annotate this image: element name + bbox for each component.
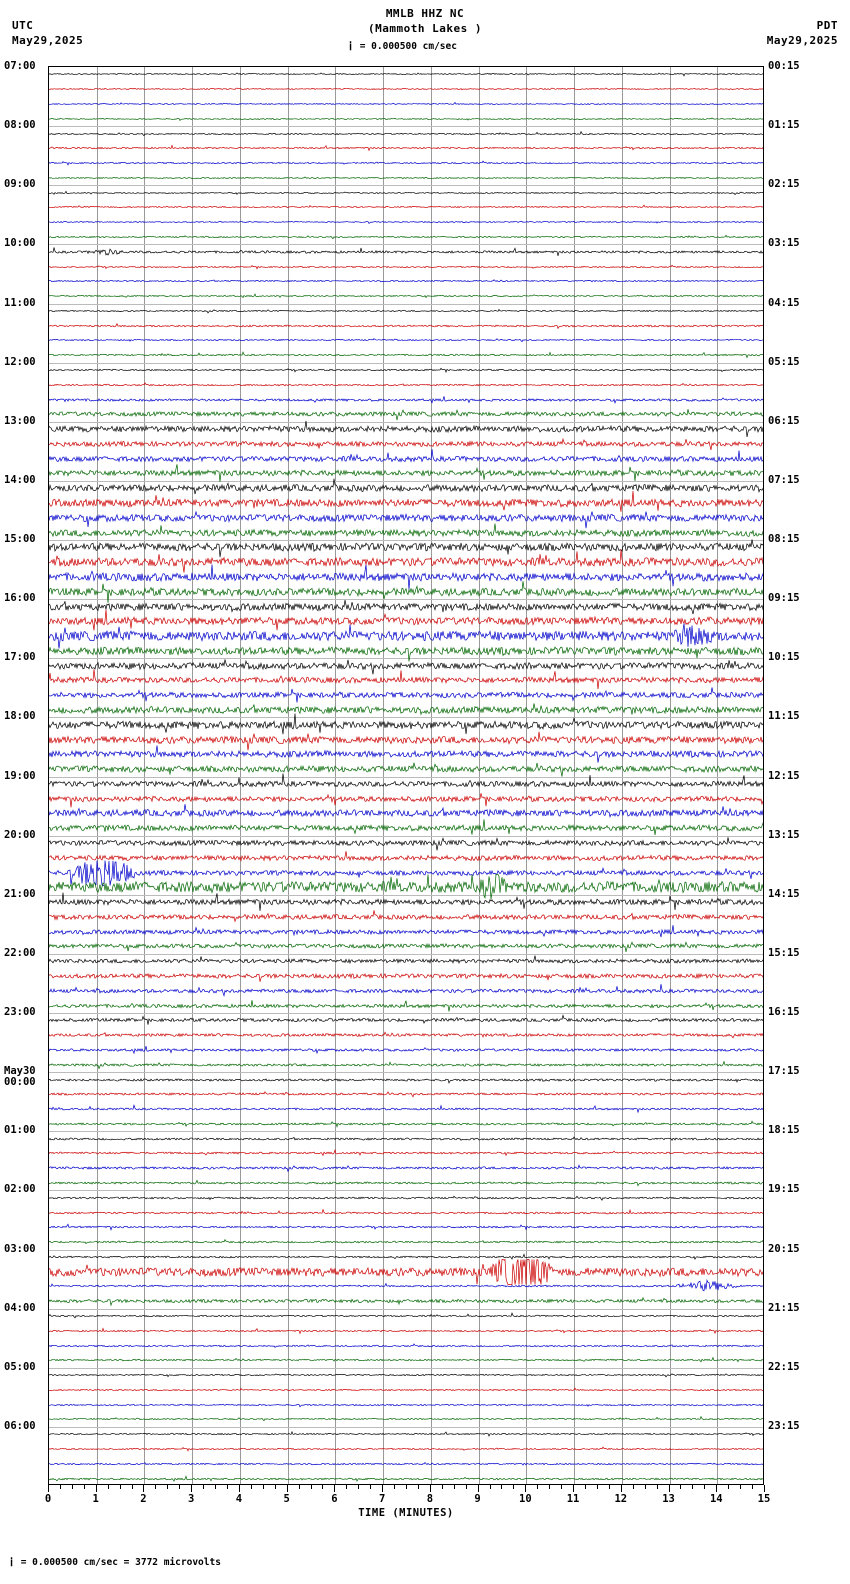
right-time-label: 08:15 xyxy=(768,533,800,545)
x-axis-tick-label: 11 xyxy=(566,1493,580,1505)
x-axis-title: TIME (MINUTES) xyxy=(358,1507,454,1519)
x-axis-tick xyxy=(525,1485,526,1492)
right-time-label: 10:15 xyxy=(768,651,800,664)
x-axis-tick-label: 1 xyxy=(92,1493,99,1505)
right-time-label: 04:15 xyxy=(768,296,800,309)
right-time-label: 23:15 xyxy=(768,1419,800,1432)
left-time-label: 19:00 xyxy=(4,769,36,782)
x-axis-minor-tick xyxy=(657,1485,658,1489)
x-axis-tick-label: 2 xyxy=(140,1493,147,1505)
x-axis-minor-tick xyxy=(501,1485,502,1489)
x-axis-minor-tick xyxy=(358,1485,359,1489)
x-axis-tick xyxy=(764,1485,765,1492)
x-axis-minor-tick xyxy=(120,1485,121,1489)
x-axis-minor-tick xyxy=(108,1485,109,1489)
left-time-label: 11:00 xyxy=(4,296,36,309)
x-axis-minor-tick xyxy=(227,1485,228,1489)
right-time-label: 11:15 xyxy=(768,710,800,723)
right-time-label: 18:15 xyxy=(768,1124,800,1137)
station-title: MMLB HHZ NC xyxy=(385,7,465,20)
x-axis-minor-tick xyxy=(203,1485,204,1489)
left-time-label: 03:00 xyxy=(4,1242,36,1255)
x-axis-tick-label: 9 xyxy=(474,1493,481,1505)
x-axis-tick-label: 14 xyxy=(709,1493,723,1505)
x-axis-tick-label: 10 xyxy=(519,1493,532,1505)
x-axis-minor-tick xyxy=(704,1485,705,1489)
left-time-label: 07:00 xyxy=(4,60,36,72)
x-axis-minor-tick xyxy=(585,1485,586,1489)
x-axis-tick-label: 8 xyxy=(426,1493,434,1505)
x-axis-tick-label: 6 xyxy=(331,1493,338,1505)
left-time-label: 16:00 xyxy=(4,592,36,605)
x-axis-minor-tick xyxy=(132,1485,133,1489)
helicorder-plot[interactable] xyxy=(48,66,764,1485)
left-time-label: May30 xyxy=(4,1065,36,1078)
x-axis-minor-tick xyxy=(167,1485,168,1489)
right-time-label: 14:15 xyxy=(768,887,800,900)
left-time-label: 05:00 xyxy=(4,1360,36,1373)
x-axis-minor-tick xyxy=(418,1485,419,1489)
x-axis-tick-label: 15 xyxy=(757,1493,771,1505)
scale-legend xyxy=(347,40,457,53)
x-axis-minor-tick xyxy=(633,1485,634,1489)
x-axis-tick-label: 4 xyxy=(235,1493,243,1505)
x-axis-tick xyxy=(48,1485,49,1492)
left-time-label: 14:00 xyxy=(4,473,36,486)
x-axis-tick-label: 7 xyxy=(378,1493,386,1505)
x-axis-tick xyxy=(239,1485,240,1492)
x-axis-minor-tick xyxy=(561,1485,562,1489)
x-axis-tick xyxy=(430,1485,431,1492)
x-axis-tick-label: 0 xyxy=(44,1493,52,1505)
x-axis-tick xyxy=(382,1485,383,1492)
x-axis-minor-tick xyxy=(645,1485,646,1489)
right-time-label: 06:15 xyxy=(768,414,800,427)
left-time-label: 20:00 xyxy=(4,828,36,841)
header-right-date: May29,2025 xyxy=(766,34,838,47)
x-axis-minor-tick xyxy=(84,1485,85,1489)
x-axis-minor-tick xyxy=(275,1485,276,1489)
x-axis-tick-label: 3 xyxy=(188,1493,195,1505)
footer-scale xyxy=(8,1556,221,1569)
left-time-label: 01:00 xyxy=(4,1124,36,1137)
x-axis-minor-tick xyxy=(60,1485,61,1489)
x-axis-minor-tick xyxy=(179,1485,180,1489)
right-time-label: 07:15 xyxy=(768,473,800,486)
station-location: (Mammoth Lakes ) xyxy=(368,22,482,35)
x-axis-minor-tick xyxy=(454,1485,455,1489)
right-time-label: 05:15 xyxy=(768,355,800,368)
x-axis-minor-tick xyxy=(251,1485,252,1489)
x-axis-minor-tick xyxy=(263,1485,264,1489)
x-axis xyxy=(44,1485,771,1505)
x-axis-tick-label: 12 xyxy=(614,1493,628,1505)
x-axis-minor-tick xyxy=(346,1485,347,1489)
header-center xyxy=(0,6,850,36)
left-time-label: 18:00 xyxy=(4,710,36,723)
right-time-label: 22:15 xyxy=(768,1360,800,1373)
x-axis-tick xyxy=(143,1485,144,1492)
left-time-label: 13:00 xyxy=(4,414,36,427)
x-axis-minor-tick xyxy=(728,1485,729,1489)
x-axis-minor-tick xyxy=(490,1485,491,1489)
x-axis-minor-tick xyxy=(549,1485,550,1489)
x-axis-minor-tick xyxy=(513,1485,514,1489)
left-time-label: 23:00 xyxy=(4,1006,36,1018)
x-axis-minor-tick xyxy=(311,1485,312,1489)
footer-scale-text: = 0.000500 cm/sec = 3772 microvolts xyxy=(20,1557,221,1568)
x-axis-minor-tick xyxy=(466,1485,467,1489)
x-axis-minor-tick xyxy=(680,1485,681,1489)
x-axis-minor-tick xyxy=(370,1485,371,1489)
x-axis-minor-tick xyxy=(299,1485,300,1489)
left-time-label: 22:00 xyxy=(4,946,36,959)
x-axis-minor-tick xyxy=(322,1485,323,1489)
x-axis-minor-tick xyxy=(740,1485,741,1489)
x-axis-tick xyxy=(287,1485,288,1492)
header-left-timezone: UTC xyxy=(12,19,34,32)
x-axis-tick xyxy=(716,1485,717,1492)
x-axis-tick xyxy=(621,1485,622,1492)
left-time-label: 17:00 xyxy=(4,651,36,664)
x-axis-tick xyxy=(334,1485,335,1492)
right-time-label: 21:15 xyxy=(768,1301,800,1314)
x-axis-tick-label: 5 xyxy=(283,1493,290,1505)
x-axis-minor-tick xyxy=(394,1485,395,1489)
seismic-trace xyxy=(49,1466,764,1485)
right-time-label: 12:15 xyxy=(768,769,800,782)
right-time-label: 09:15 xyxy=(768,592,800,605)
right-time-label: 00:15 xyxy=(768,60,800,72)
x-axis-tick xyxy=(669,1485,670,1492)
x-axis-minor-tick xyxy=(752,1485,753,1489)
x-axis-tick xyxy=(96,1485,97,1492)
left-time-label: 08:00 xyxy=(4,119,36,132)
right-time-label: 03:15 xyxy=(768,237,800,250)
right-time-label: 15:15 xyxy=(768,946,800,959)
x-axis-tick xyxy=(573,1485,574,1492)
x-axis-minor-tick xyxy=(215,1485,216,1489)
left-time-label: 10:00 xyxy=(4,237,36,250)
x-axis-tick-label: 13 xyxy=(662,1493,675,1505)
x-axis-tick xyxy=(191,1485,192,1492)
left-time-label: 09:00 xyxy=(4,178,36,191)
right-time-label: 17:15 xyxy=(768,1065,800,1078)
x-axis-minor-tick xyxy=(406,1485,407,1489)
right-time-label: 16:15 xyxy=(768,1006,800,1018)
right-time-label: 02:15 xyxy=(768,178,800,191)
header-left-date: May29,2025 xyxy=(12,34,84,47)
header-right-timezone: PDT xyxy=(816,19,838,32)
x-axis-minor-tick xyxy=(609,1485,610,1489)
left-time-label: 15:00 xyxy=(4,533,36,545)
left-time-label: 21:00 xyxy=(4,887,36,900)
left-time-label: 06:00 xyxy=(4,1419,36,1432)
right-time-label: 13:15 xyxy=(768,828,800,841)
right-time-label: 19:15 xyxy=(768,1183,800,1196)
x-axis-minor-tick xyxy=(597,1485,598,1489)
left-time-label: 00:00 xyxy=(4,1076,36,1089)
x-axis-minor-tick xyxy=(692,1485,693,1489)
left-time-label: 12:00 xyxy=(4,355,36,368)
left-time-label: 02:00 xyxy=(4,1183,36,1196)
right-time-label: 20:15 xyxy=(768,1242,800,1255)
x-axis-minor-tick xyxy=(72,1485,73,1489)
x-axis-minor-tick xyxy=(537,1485,538,1489)
x-axis-minor-tick xyxy=(442,1485,443,1489)
scale-legend-text: = 0.000500 cm/sec xyxy=(359,41,457,52)
footer-scale-bar-icon: ⅰ xyxy=(9,1556,14,1569)
x-axis-tick xyxy=(478,1485,479,1492)
header-right xyxy=(767,18,838,48)
left-time-label: 04:00 xyxy=(4,1301,36,1314)
x-axis-minor-tick xyxy=(155,1485,156,1489)
right-time-label: 01:15 xyxy=(768,119,800,132)
scale-bar-icon: ⅰ xyxy=(348,40,353,53)
